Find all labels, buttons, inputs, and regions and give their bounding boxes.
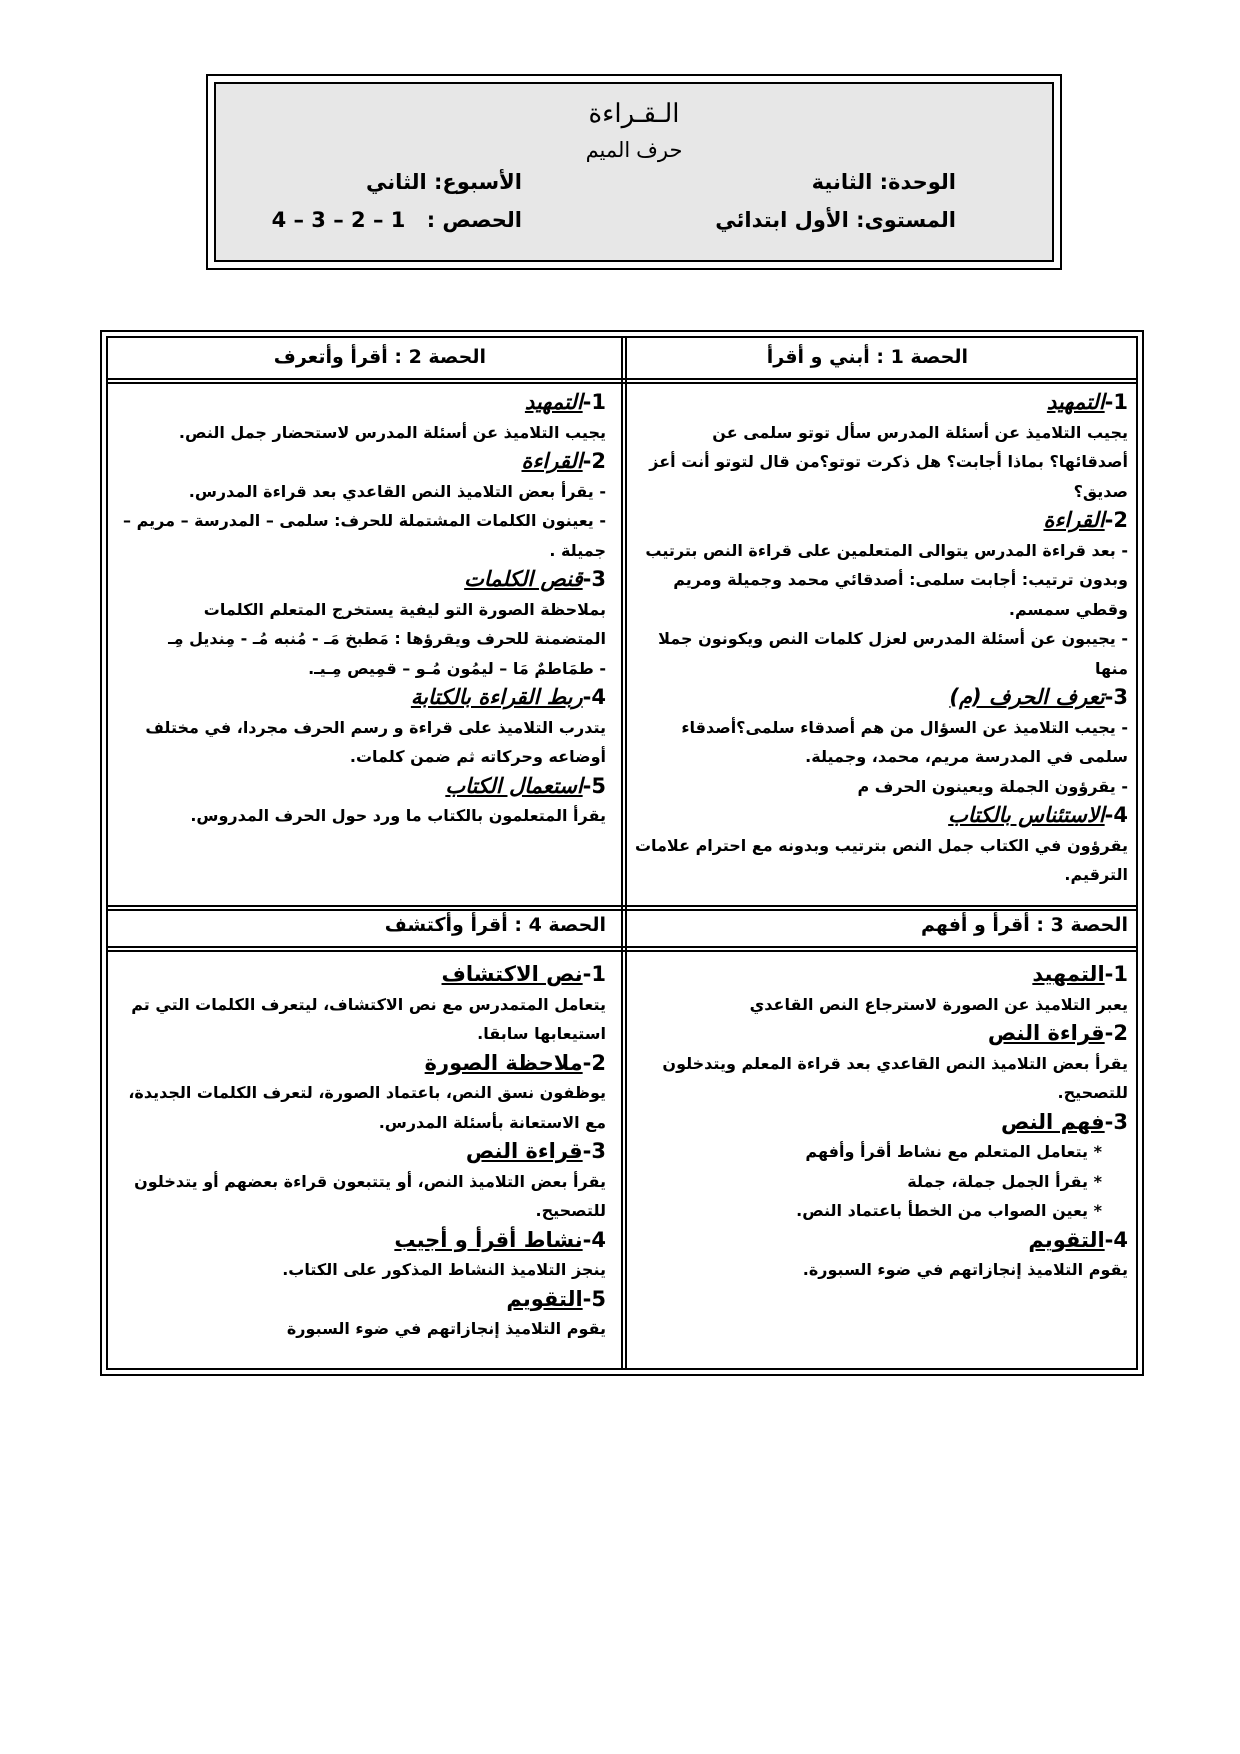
section-title: التمهيد (524, 390, 583, 414)
session2-section-3-text-3: - طمَاطمٌ مَا – ليمُون مُـو – قمِيص مِـيـ. (308, 658, 606, 678)
section-number: 2- (1104, 1021, 1128, 1045)
session4-heading: الحصة 4 : أقرأ وأكتشف (384, 914, 606, 936)
section-number: 2- (582, 1050, 606, 1075)
session2-section-3-text-1: بملاحظة الصورة التو ليفية يستخرج المتعلم الكلمات (203, 599, 606, 619)
session1-section-1 (632, 388, 1128, 418)
session3-section-4 (632, 1226, 1128, 1256)
lesson-subtitle: حرف الميم (585, 139, 683, 162)
session2-section-5 (110, 772, 606, 802)
session1-section-4-text: يقرؤون في الكتاب جمل النص بترتيب وبدونه مع احترام علامات الترقيم. (634, 835, 1128, 884)
session4-section-2 (110, 1049, 606, 1079)
session2-section-3-text-2: المتضمنة للحرف ويقرؤها : مَطبخ مَـ - مُنبه مُـ - مِنديل مِـ (168, 629, 606, 648)
section-number: 4- (582, 685, 606, 709)
sessions-table-inner (106, 336, 1138, 1370)
session1-section-1-text: يجيب التلاميذ عن أسئلة المدرس سأل توتو سلمى عن أصدقائها؟ بماذا أجابت؟ هل ذكرت توتو؟من قال لتوتو أنت أعز صديق؟ (649, 422, 1128, 501)
row-divider-1 (108, 378, 1136, 384)
section-title: قراءة النص (465, 1139, 583, 1163)
row-divider-3 (108, 946, 1136, 952)
session3-section-2 (632, 1019, 1128, 1049)
section-title: تعرف الحرف (م) (949, 685, 1105, 709)
section-number: 3- (582, 1139, 606, 1163)
session1-section-3 (632, 683, 1128, 713)
session1-section-2-text-2: - يجيبون عن أسئلة المدرس لعزل كلمات النص ويكونون جملا منها (658, 629, 1128, 678)
session3-heading: الحصة 3 : أقرأ و أفهم (921, 914, 1128, 936)
session2-section-3 (110, 565, 606, 595)
lesson-title: الـقـراءة (588, 98, 680, 128)
section-number: 1- (1104, 390, 1128, 414)
section-title: القراءة (521, 449, 583, 473)
session3-section-3 (632, 1108, 1128, 1138)
session4-section-2-text: يوظفون نسق النص، باعتماد الصورة، لتعرف الكلمات الجديدة، مع الاستعانة بأسئلة المدرس. (128, 1083, 606, 1132)
header-inner (214, 82, 1054, 262)
unit-label: الوحدة: الثانية (811, 170, 956, 194)
session3-bullet-3: * يعين الصواب من الخطأ باعتماد النص. (796, 1201, 1102, 1220)
session3-section-1 (632, 960, 1128, 990)
row-divider-2 (108, 905, 1136, 911)
session4-section-3 (110, 1137, 606, 1167)
session4-content (110, 960, 606, 1344)
session3-bullet-1: * يتعامل المتعلم مع نشاط أقرأ وأفهم (805, 1142, 1102, 1161)
session4-section-5 (110, 1285, 606, 1315)
section-number: 4- (1104, 1227, 1128, 1252)
session3-bullet-2: * يقرأ الجمل جملة، جملة (907, 1171, 1102, 1191)
sessions-table (100, 330, 1144, 1376)
session2-section-2-text-1: - يقرأ بعض التلاميذ النص القاعدي بعد قراءة المدرس. (188, 481, 606, 501)
section-number: 1- (1104, 962, 1128, 986)
sessions-label-text: الحصص : (426, 208, 522, 232)
session1-content (632, 388, 1128, 890)
section-number: 4- (582, 1227, 606, 1252)
section-title: الاستئناس بالكتاب (948, 803, 1105, 827)
session2-section-5-text: يقرأ المتعلمون بالكتاب ما ورد حول الحرف المدروس. (190, 806, 606, 825)
session4-section-1 (110, 960, 606, 990)
session3-section-4-text: يقوم التلاميذ إنجازاتهم في ضوء السبورة. (802, 1260, 1128, 1279)
section-number: 1- (582, 390, 606, 414)
section-number: 3- (582, 567, 606, 591)
section-title: فهم النص (1000, 1109, 1105, 1134)
session4-section-3-text: يقرأ بعض التلاميذ النص، أو يتتبعون قراءة بعضهم أو يتدخلون للتصحيح. (134, 1171, 606, 1220)
section-title: نشاط أقرأ و أجيب (394, 1227, 583, 1252)
session2-section-2-text-2: - يعينون الكلمات المشتملة للحرف: سلمى – المدرسة – مريم – جميلة . (123, 511, 606, 560)
session1-section-3-text-2: - يقرؤون الجملة ويعينون الحرف م (857, 776, 1128, 796)
session4-section-4 (110, 1226, 606, 1256)
session1-section-3-text-1: - يجيب التلاميذ عن السؤال من هم أصدقاء سلمى؟أصدقاء سلمى في المدرسة مريم، محمد، وجميلة. (681, 717, 1128, 766)
section-number: 3- (1104, 685, 1128, 709)
section-title: التمهيد (1046, 390, 1105, 414)
section-title: استعمال الكتاب (445, 773, 583, 798)
column-divider (621, 338, 627, 1368)
section-number: 2- (582, 449, 606, 473)
section-title: ملاحظة الصورة (424, 1050, 583, 1075)
section-number: 1- (582, 962, 606, 986)
sessions-label (272, 208, 522, 232)
session4-section-4-text: ينجز التلاميذ النشاط المذكور على الكتاب. (282, 1260, 606, 1279)
session3-section-1-text: يعبر التلاميذ عن الصورة لاسترجاع النص القاعدي (749, 994, 1128, 1014)
section-title: القراءة (1043, 508, 1105, 532)
session2-section-2 (110, 447, 606, 477)
session2-section-1 (110, 388, 606, 418)
session2-content (110, 388, 606, 831)
session1-heading: الحصة 1 : أبني و أقرأ (766, 346, 968, 368)
section-number: 5- (582, 773, 606, 798)
session2-heading: الحصة 2 : أقرأ وأتعرف (273, 346, 486, 368)
section-number: 2- (1104, 508, 1128, 532)
section-number: 3- (1104, 1109, 1128, 1134)
section-number: 5- (582, 1286, 606, 1311)
session4-section-1-text: يتعامل المتمدرس مع نص الاكتشاف، ليتعرف الكلمات التي تم استيعابها سابقا. (131, 994, 606, 1043)
section-title: التقويم (1028, 1227, 1105, 1252)
session1-section-2 (632, 506, 1128, 536)
sessions-values: 4 – 3 – 2 – 1 (271, 208, 406, 232)
section-title: التقويم (506, 1286, 583, 1311)
header-box (206, 74, 1062, 270)
section-title: نص الاكتشاف (441, 962, 583, 986)
section-title: قنص الكلمات (464, 567, 583, 591)
session2-section-1-text: يجيب التلاميذ عن أسئلة المدرس لاستحضار جمل النص. (178, 422, 606, 442)
section-title: التمهيد (1032, 962, 1105, 986)
section-title: قراءة النص (987, 1021, 1105, 1045)
session3-content (632, 960, 1128, 1285)
session2-section-4-text: يتدرب التلاميذ على قراءة و رسم الحرف مجردا، في مختلف أوضاعه وحركاته ثم ضمن كلمات. (145, 717, 606, 766)
session3-section-2-text: يقرأ بعض التلاميذ النص القاعدي بعد قراءة المعلم ويتدخلون للتصحيح. (662, 1053, 1128, 1102)
section-title: ربط القراءة بالكتابة (410, 685, 583, 709)
session2-section-4 (110, 683, 606, 713)
section-number: 4- (1104, 803, 1128, 827)
session1-section-4 (632, 801, 1128, 831)
session4-section-5-text: يقوم التلاميذ إنجازاتهم في ضوء السبورة (286, 1319, 606, 1338)
week-label: الأسبوع: الثاني (366, 170, 522, 194)
level-label: المستوى: الأول ابتدائي (715, 208, 956, 232)
session1-section-2-text-1: - بعد قراءة المدرس يتوالى المتعلمين على قراءة النص بترتيب وبدون ترتيب: أجابت سلمى: أصدقائي محمد وجميلة ومريم وقطي سمسم. (645, 540, 1128, 619)
